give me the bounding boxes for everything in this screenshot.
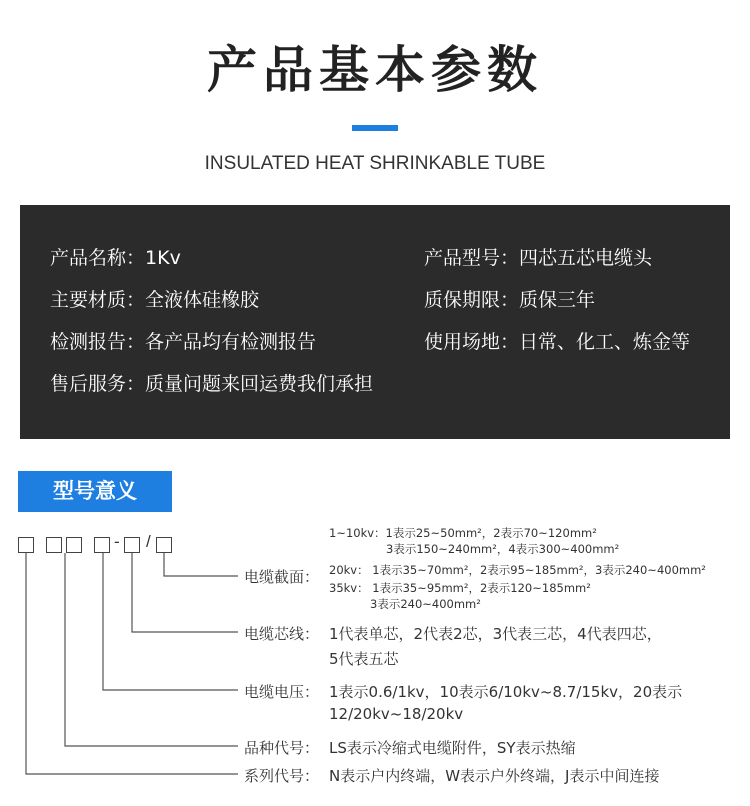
spec-value: 1Kv (145, 247, 181, 269)
connector-cores (132, 553, 238, 632)
variety-label: 品种代号： (244, 739, 320, 757)
section-label: 电缆截面： (244, 568, 320, 586)
section-line: 1~10kv：1表示25~50mm²，2表示70~120mm² (329, 526, 597, 540)
connector-voltage (103, 553, 238, 690)
connector-section (164, 553, 238, 576)
spec-label: 质保期限： (424, 289, 520, 311)
code-separator-dash: - (114, 532, 120, 551)
cores-label: 电缆芯线： (244, 625, 320, 643)
cores-desc: 1代表单芯，2代表2芯，3代表三芯，4代表四芯， (329, 625, 662, 643)
section-line: 3表示240~400mm² (370, 597, 481, 611)
section-line: 35kv： 1表示35~95mm²，2表示120~185mm² (329, 581, 591, 595)
model-meaning-badge: 型号意义 (18, 471, 172, 512)
spec-value: 质保三年 (519, 289, 596, 311)
series-label: 系列代号： (244, 767, 320, 785)
section-line: 20kv： 1表示35~70mm²，2表示95~185mm²，3表示240~400mm² (329, 563, 706, 577)
spec-value: 质量问题来回运费我们承担 (145, 373, 374, 395)
spec-value: 全液体硅橡胶 (145, 289, 260, 311)
page-subtitle: INSULATED HEAT SHRINKABLE TUBE (204, 153, 546, 174)
series-desc: N表示户内终端，W表示户外终端，J表示中间连接 (329, 767, 660, 785)
spec-label: 检测报告： (50, 331, 146, 353)
section-line: 3表示150~240mm²，4表示300~400mm² (386, 542, 620, 556)
spec-label: 产品型号： (424, 247, 520, 269)
connector-variety (65, 553, 238, 746)
spec-label: 售后服务： (50, 373, 146, 395)
spec-value: 四芯五芯电缆头 (519, 247, 653, 269)
spec-value: 日常、化工、炼金等 (519, 331, 691, 353)
spec-label: 使用场地： (424, 331, 520, 353)
voltage-desc: 1表示0.6/1kv，10表示6/10kv~8.7/15kv，20表示 (329, 683, 683, 701)
page-title: 产品基本参数 (207, 41, 543, 99)
spec-value: 各产品均有检测报告 (145, 331, 317, 353)
code-separator-slash: / (146, 532, 151, 551)
variety-desc: LS表示冷缩式电缆附件，SY表示热缩 (329, 739, 576, 757)
voltage-desc: 12/20kv~18/20kv (329, 705, 464, 723)
voltage-label: 电缆电压： (244, 683, 320, 701)
spec-label: 主要材质： (50, 289, 146, 311)
cores-desc: 5代表五芯 (329, 650, 399, 668)
spec-label: 产品名称： (50, 247, 146, 269)
